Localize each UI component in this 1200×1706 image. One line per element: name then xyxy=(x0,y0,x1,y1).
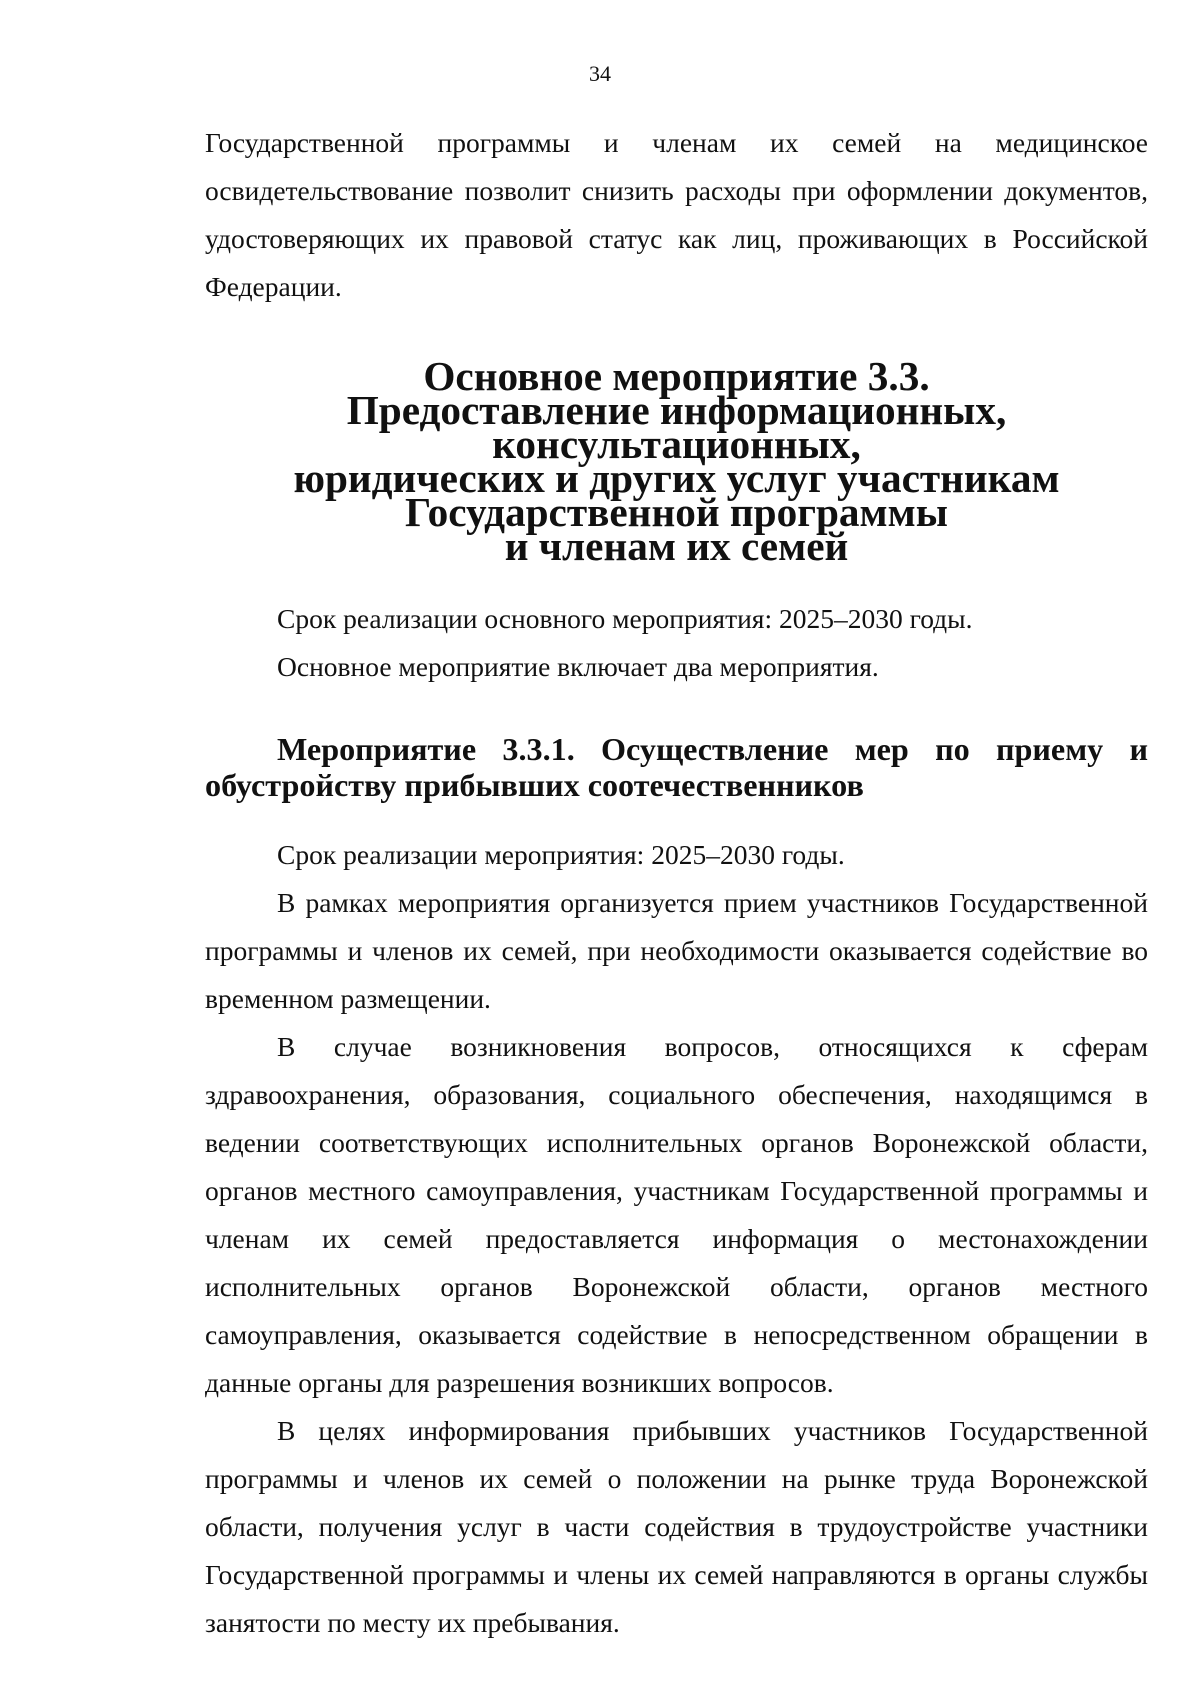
subsection-term: Срок реализации мероприятия: 2025–2030 годы. xyxy=(277,839,845,870)
section-heading-line: Предоставление информационных, консультационных, xyxy=(346,387,1007,467)
subsection-heading: Мероприятие 3.3.1. Осуществление мер по приему и обустройству прибывших соотечественников xyxy=(205,731,1148,803)
section-heading-line: и членам их семей xyxy=(504,523,849,569)
intro-paragraph: Государственной программы и членам их семей на медицинское освидетельствование позволит снизить расходы при оформлении документов, удостоверяющих их правовой статус как лиц, проживающих в Российской Федерации. xyxy=(205,127,1148,302)
section-heading-line: Основное мероприятие 3.3. xyxy=(423,353,930,399)
subsection-paragraph: В случае возникновения вопросов, относящихся к сферам здравоохранения, образования, социального обеспечения, находящимся в ведении соответствующих исполнительных органов Воронежской области, органов местного самоуправления, участникам Государственной программы и членам их семей предоставляется информация о местонахождении исполнительных органов Воронежской области, органов местного самоуправления, оказывается содействие в непосредственном обращении в данные органы для разрешения возникших вопросов. xyxy=(205,1031,1148,1398)
section-term: Срок реализации основного мероприятия: 2025–2030 годы. xyxy=(277,603,973,634)
section-includes: Основное мероприятие включает два мероприятия. xyxy=(277,651,879,682)
section-heading-line: юридических и других услуг участникам Государственной программы xyxy=(293,455,1060,535)
section-heading xyxy=(205,353,1148,569)
subsection-paragraph: В целях информирования прибывших участников Государственной программы и членов их семей о положении на рынке труда Воронежской области, получения услуг в части содействия в трудоустройстве участники Государственной программы и члены их семей направляются в органы службы занятости по месту их пребывания. xyxy=(205,1415,1148,1638)
page-content xyxy=(205,119,1148,1647)
page-number: 34 xyxy=(589,61,611,86)
subsection-paragraph: В рамках мероприятия организуется прием участников Государственной программы и членов их семей, при необходимости оказывается содействие во временном размещении. xyxy=(205,887,1148,1014)
